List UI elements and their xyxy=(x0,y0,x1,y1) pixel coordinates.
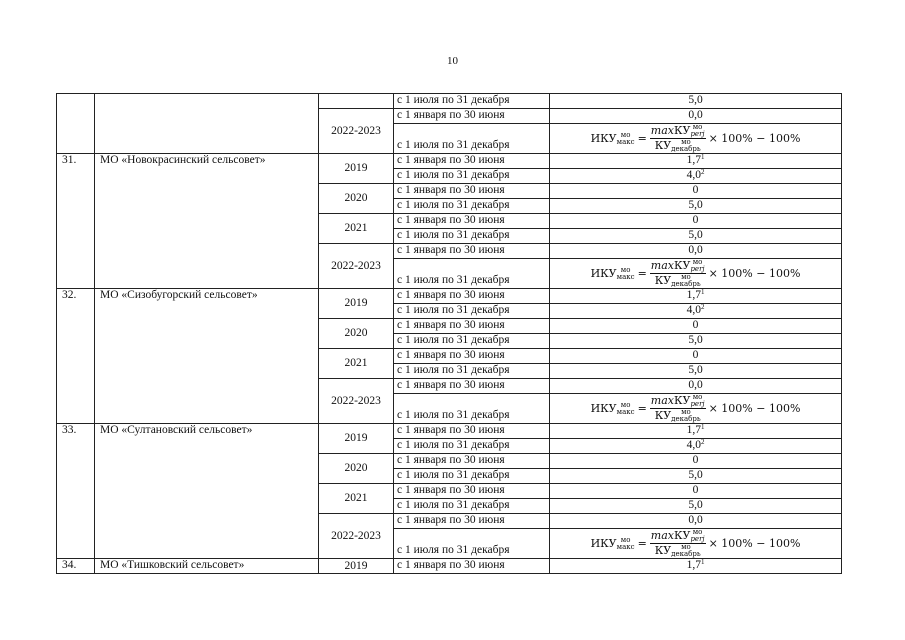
row-number-text: 32. xyxy=(62,289,77,301)
value-text: 1,7 xyxy=(686,154,701,166)
year-cell xyxy=(319,514,394,559)
value-cell xyxy=(550,349,842,364)
row-number-text: 33. xyxy=(62,424,77,436)
period-cell xyxy=(394,259,550,289)
value-text: 5,0 xyxy=(688,229,703,241)
formula-fraction: maxКУ мо perj КУ мо декабрь xyxy=(650,123,705,153)
row-number xyxy=(57,154,95,289)
formula-lhs: ИКУ мо макс xyxy=(590,400,635,416)
table-body xyxy=(57,94,842,574)
value-cell xyxy=(550,424,842,439)
year-cell xyxy=(319,559,394,574)
year-text: 2022-2023 xyxy=(331,529,381,542)
year-text: 2022-2023 xyxy=(331,394,381,407)
municipality-name-text: МО «Новокрасинский сельсовет» xyxy=(100,154,266,166)
value-text: 0,0 xyxy=(688,514,703,526)
period-text: с 1 июля по 31 декабря xyxy=(397,139,510,151)
period-text: с 1 января по 30 июня xyxy=(397,289,505,301)
value-cell xyxy=(550,109,842,124)
period-text: с 1 июля по 31 декабря xyxy=(397,439,510,451)
value-cell xyxy=(550,439,842,454)
value-text: 0 xyxy=(692,349,699,361)
period-cell xyxy=(394,229,550,244)
period-cell xyxy=(394,379,550,394)
period-text: с 1 июля по 31 декабря xyxy=(397,304,510,316)
period-text: с 1 января по 30 июня xyxy=(397,454,505,466)
footnote-mark: 2 xyxy=(700,438,705,446)
value-text: 1,7 xyxy=(686,424,701,436)
period-text: с 1 января по 30 июня xyxy=(397,559,505,571)
year-cell xyxy=(319,214,394,244)
value-cell xyxy=(550,154,842,169)
period-text: с 1 июля по 31 декабря xyxy=(397,334,510,346)
period-text: с 1 января по 30 июня xyxy=(397,514,505,526)
value-cell xyxy=(550,184,842,199)
row-number-text: 31. xyxy=(62,154,77,166)
value-text: 5,0 xyxy=(688,94,703,106)
municipality-name-text: МО «Сизобугорский сельсовет» xyxy=(100,289,258,301)
year-text: 2020 xyxy=(344,327,368,339)
period-cell xyxy=(394,94,550,109)
formula-lhs: ИКУ мо макс xyxy=(590,535,635,551)
table-row xyxy=(57,289,842,304)
value-text: 4,0 xyxy=(686,169,701,181)
period-text: с 1 июля по 31 декабря xyxy=(397,94,510,106)
period-cell xyxy=(394,169,550,184)
municipality-name xyxy=(95,559,319,574)
year-cell xyxy=(319,244,394,289)
value-cell xyxy=(550,94,842,109)
formula-tail: × 100% − 100% xyxy=(708,537,801,550)
year-cell xyxy=(319,484,394,514)
page-number: 10 xyxy=(447,55,458,67)
period-cell xyxy=(394,394,550,424)
formula-tail: × 100% − 100% xyxy=(708,267,801,280)
year-text: 2021 xyxy=(344,222,368,234)
period-cell xyxy=(394,199,550,214)
period-text: с 1 января по 30 июня xyxy=(397,349,505,361)
footnote-mark: 1 xyxy=(700,288,705,296)
value-text: 5,0 xyxy=(688,334,703,346)
period-cell xyxy=(394,109,550,124)
formula-equals: = xyxy=(637,402,647,415)
period-cell xyxy=(394,154,550,169)
year-cell xyxy=(319,289,394,319)
period-cell xyxy=(394,364,550,379)
period-cell xyxy=(394,289,550,304)
municipality-name xyxy=(95,94,319,154)
formula-equals: = xyxy=(637,537,647,550)
value-cell xyxy=(550,304,842,319)
year-text: 2019 xyxy=(344,297,368,309)
period-cell xyxy=(394,304,550,319)
row-number xyxy=(57,289,95,424)
period-cell xyxy=(394,319,550,334)
table-row xyxy=(57,94,842,109)
period-cell xyxy=(394,559,550,574)
index-formula xyxy=(591,529,801,558)
year-cell xyxy=(319,109,394,154)
period-text: с 1 января по 30 июня xyxy=(397,319,505,331)
period-text: с 1 июля по 31 декабря xyxy=(397,169,510,181)
period-cell xyxy=(394,349,550,364)
period-text: с 1 июля по 31 декабря xyxy=(397,544,510,556)
value-text: 0 xyxy=(692,319,699,331)
period-text: с 1 января по 30 июня xyxy=(397,109,505,121)
period-text: с 1 июля по 31 декабря xyxy=(397,229,510,241)
formula-lhs: ИКУ мо макс xyxy=(590,130,635,146)
year-text: 2019 xyxy=(344,162,368,174)
period-cell xyxy=(394,514,550,529)
tariff-limits-table xyxy=(56,93,842,574)
row-number xyxy=(57,424,95,559)
value-text: 0,0 xyxy=(688,379,703,391)
year-text: 2022-2023 xyxy=(331,124,381,137)
formula-tail: × 100% − 100% xyxy=(708,132,801,145)
value-text: 0,0 xyxy=(688,244,703,256)
table-row xyxy=(57,424,842,439)
period-text: с 1 января по 30 июня xyxy=(397,424,505,436)
value-cell xyxy=(550,289,842,304)
row-number-text: 34. xyxy=(62,559,77,571)
municipality-name-text: МО «Тишковский сельсовет» xyxy=(100,559,245,571)
footnote-mark: 2 xyxy=(700,303,705,311)
period-cell xyxy=(394,439,550,454)
value-text: 4,0 xyxy=(686,304,701,316)
value-text: 1,7 xyxy=(686,289,701,301)
formula-fraction: maxКУ мо perj КУ мо декабрь xyxy=(650,528,705,558)
year-text: 2019 xyxy=(344,559,368,572)
index-formula xyxy=(591,124,801,153)
value-text: 5,0 xyxy=(688,469,703,481)
value-cell xyxy=(550,199,842,214)
period-text: с 1 января по 30 июня xyxy=(397,154,505,166)
formula-cell xyxy=(550,394,842,424)
value-text: 0 xyxy=(692,214,699,226)
year-text: 2021 xyxy=(344,492,368,504)
value-text: 5,0 xyxy=(688,199,703,211)
period-text: с 1 января по 30 июня xyxy=(397,484,505,496)
value-cell xyxy=(550,514,842,529)
value-text: 1,7 xyxy=(686,559,701,571)
table-row xyxy=(57,154,842,169)
value-text: 0 xyxy=(692,484,699,496)
period-text: с 1 июля по 31 декабря xyxy=(397,274,510,286)
period-cell xyxy=(394,529,550,559)
value-cell xyxy=(550,214,842,229)
row-number xyxy=(57,559,95,574)
year-cell xyxy=(319,379,394,424)
value-cell xyxy=(550,364,842,379)
year-cell xyxy=(319,154,394,184)
value-cell xyxy=(550,229,842,244)
formula-lhs: ИКУ мо макс xyxy=(590,265,635,281)
period-text: с 1 января по 30 июня xyxy=(397,379,505,391)
year-text: 2022-2023 xyxy=(331,259,381,272)
value-cell xyxy=(550,319,842,334)
year-cell xyxy=(319,94,394,109)
formula-equals: = xyxy=(637,267,647,280)
year-text: 2019 xyxy=(344,432,368,444)
value-cell xyxy=(550,244,842,259)
formula-fraction: maxКУ мо perj КУ мо декабрь xyxy=(650,258,705,288)
value-text: 0 xyxy=(692,454,699,466)
period-text: с 1 июля по 31 декабря xyxy=(397,499,510,511)
value-cell xyxy=(550,454,842,469)
year-cell xyxy=(319,424,394,454)
municipality-name xyxy=(95,289,319,424)
period-cell xyxy=(394,499,550,514)
year-cell xyxy=(319,319,394,349)
value-text: 5,0 xyxy=(688,364,703,376)
value-cell xyxy=(550,559,842,574)
value-cell xyxy=(550,499,842,514)
formula-tail: × 100% − 100% xyxy=(708,402,801,415)
formula-equals: = xyxy=(637,132,647,145)
value-cell xyxy=(550,169,842,184)
period-text: с 1 июля по 31 декабря xyxy=(397,199,510,211)
period-cell xyxy=(394,454,550,469)
value-cell xyxy=(550,379,842,394)
formula-cell xyxy=(550,259,842,289)
value-text: 4,0 xyxy=(686,439,701,451)
period-cell xyxy=(394,424,550,439)
formula-cell xyxy=(550,529,842,559)
period-cell xyxy=(394,184,550,199)
year-text: 2020 xyxy=(344,192,368,204)
value-cell xyxy=(550,469,842,484)
municipality-name-text: МО «Султановский сельсовет» xyxy=(100,424,253,436)
value-cell xyxy=(550,484,842,499)
value-text: 0,0 xyxy=(688,109,703,121)
period-text: с 1 января по 30 июня xyxy=(397,214,505,226)
footnote-mark: 1 xyxy=(700,558,705,566)
year-text: 2021 xyxy=(344,357,368,369)
footnote-mark: 1 xyxy=(700,153,705,161)
row-number xyxy=(57,94,95,154)
value-cell xyxy=(550,334,842,349)
period-cell xyxy=(394,244,550,259)
value-text: 5,0 xyxy=(688,499,703,511)
footnote-mark: 2 xyxy=(700,168,705,176)
year-cell xyxy=(319,454,394,484)
index-formula xyxy=(591,259,801,288)
period-text: с 1 января по 30 июня xyxy=(397,184,505,196)
period-cell xyxy=(394,469,550,484)
period-cell xyxy=(394,334,550,349)
year-cell xyxy=(319,184,394,214)
index-formula xyxy=(591,394,801,423)
municipality-name xyxy=(95,154,319,289)
period-text: с 1 января по 30 июня xyxy=(397,244,505,256)
value-text: 0 xyxy=(692,184,699,196)
period-text: с 1 июля по 31 декабря xyxy=(397,409,510,421)
period-cell xyxy=(394,214,550,229)
formula-fraction: maxКУ мо perj КУ мо декабрь xyxy=(650,393,705,423)
table-row xyxy=(57,559,842,574)
year-text: 2020 xyxy=(344,462,368,474)
formula-cell xyxy=(550,124,842,154)
footnote-mark: 1 xyxy=(700,423,705,431)
period-text: с 1 июля по 31 декабря xyxy=(397,469,510,481)
year-cell xyxy=(319,349,394,379)
period-cell xyxy=(394,124,550,154)
period-cell xyxy=(394,484,550,499)
municipality-name xyxy=(95,424,319,559)
period-text: с 1 июля по 31 декабря xyxy=(397,364,510,376)
